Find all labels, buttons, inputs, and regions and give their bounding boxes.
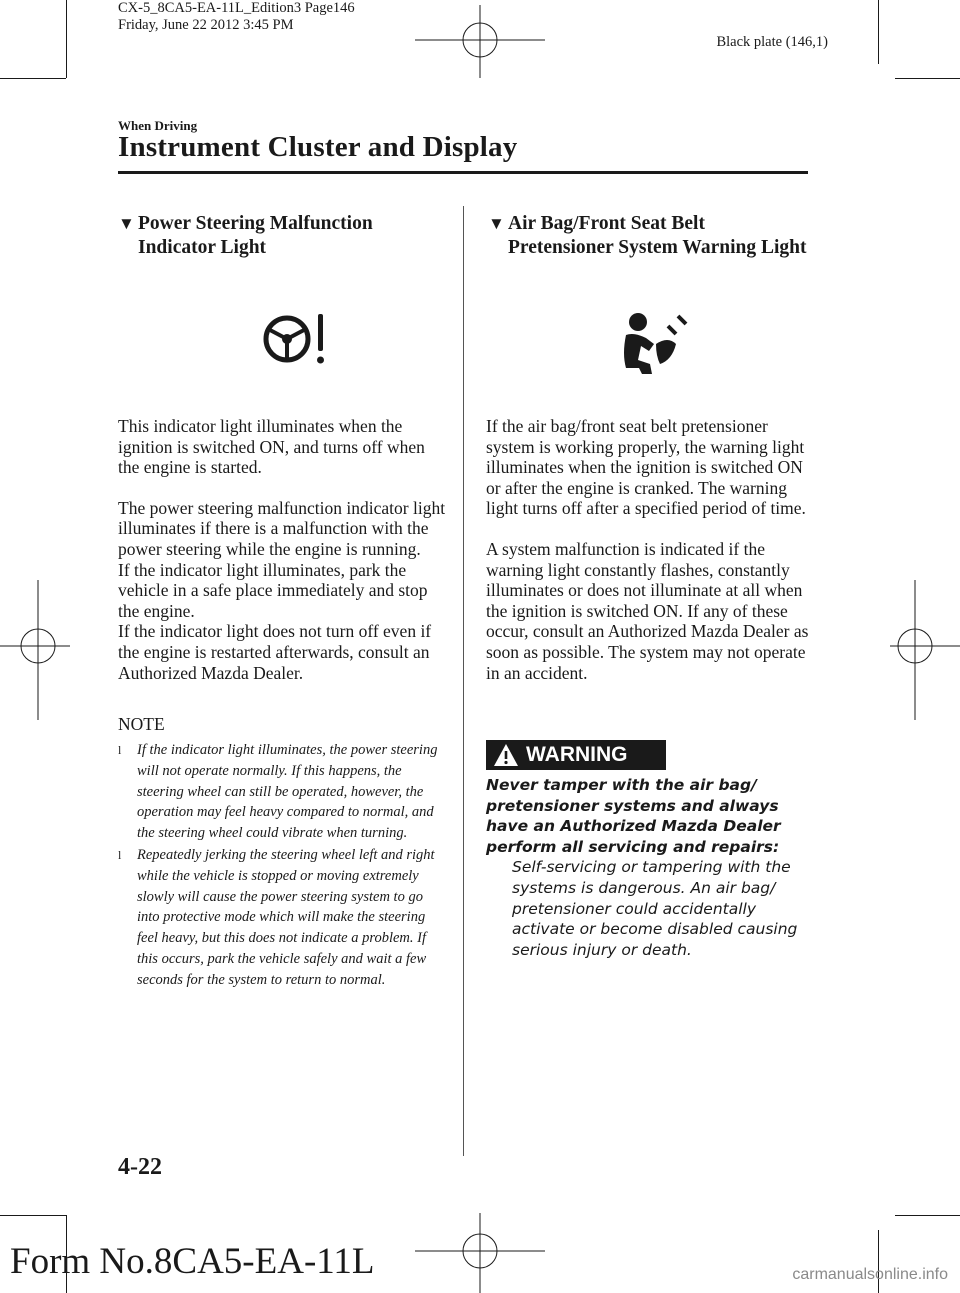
page-title: Instrument Cluster and Display <box>118 131 518 163</box>
right-heading-line2: Pretensioner System Warning Light <box>508 237 807 258</box>
warning-label: WARNING <box>526 743 628 766</box>
left-paragraph-3: If the indicator light illuminates, park the vehicle in a safe place immediately and stop the engine. <box>118 559 428 621</box>
airbag-warning-icon <box>616 308 692 378</box>
warning-detail-text: Self-servicing or tampering with the systems is dangerous. An air bag/ pretensioner could accidentally activate or become disabled causing serious injury or death. <box>512 858 798 959</box>
bullet-icon: l <box>118 847 122 862</box>
section-label: When Driving <box>118 118 198 133</box>
heading-marker-icon: ▼ <box>118 214 135 233</box>
registration-mark-bottom <box>415 1213 545 1293</box>
registration-mark-right <box>890 580 960 720</box>
right-heading <box>488 212 828 260</box>
right-paragraph-2: A system malfunction is indicated if the warning light constantly flashes, constantly illuminates or does not illuminate at all when the ignition is switched ON. If any of these occur, consult an Authorized Mazda Dealer as soon as possible. The system may not operate in an accident. <box>486 538 809 683</box>
print-info <box>118 0 355 34</box>
registration-mark-top <box>415 0 545 80</box>
registration-mark-left <box>0 580 70 720</box>
left-paragraph-4: If the indicator light does not turn off even if the engine is restarted afterwards, consult an Authorized Mazda Dealer. <box>118 621 432 683</box>
steering-wheel-warning-icon <box>262 310 332 368</box>
note-label: NOTE <box>118 714 165 734</box>
page-number: 4-22 <box>118 1154 162 1180</box>
warning-badge <box>486 740 666 770</box>
print-info-line2: Friday, June 22 2012 3:45 PM <box>118 17 294 33</box>
watermark: carmanualsonline.info <box>792 1266 948 1283</box>
heading-marker-icon: ▼ <box>488 214 505 233</box>
note-item: l If the indicator light illuminates, the power steering will not operate normally. If this happens, the steering wheel can still be operated, however, the operation may feel heavy compared to normal, and the steering wheel could vibrate when turning. <box>118 742 438 842</box>
warning-text <box>486 775 816 960</box>
title-rule <box>118 171 808 174</box>
note-item: l Repeatedly jerking the steering wheel left and right while the vehicle is stopped or moving extremely slowly will cause the power steering system to go into protective mode which will make the steering feel heavy, but this does not indicate a problem. If this occurs, park the vehicle safely and wait a few seconds for the system to return to normal. <box>118 846 435 988</box>
right-heading-line1: Air Bag/Front Seat Belt <box>508 213 705 234</box>
form-number: Form No.8CA5-EA-11L <box>10 1241 375 1282</box>
warning-triangle-icon <box>486 743 526 767</box>
left-heading <box>118 212 448 260</box>
note-list <box>118 740 448 992</box>
left-paragraph-1: This indicator light illuminates when the ignition is switched ON, and turns off when the engine is started. <box>118 416 425 478</box>
left-paragraph-2: The power steering malfunction indicator light illuminates if there is a malfunction with the power steering while the engine is running. <box>118 497 446 559</box>
left-heading-line2: Indicator Light <box>138 237 267 258</box>
bullet-icon: l <box>118 743 122 757</box>
left-heading-line1: Power Steering Malfunction <box>138 213 373 234</box>
print-info-line1: CX-5_8CA5-EA-11L_Edition3 Page146 <box>118 0 355 16</box>
right-paragraph-1: If the air bag/front seat belt pretensioner system is working properly, the warning light illuminates when the ignition is switched ON or after the engine is cranked. The warning light turns off after a specified period of time. <box>486 416 806 519</box>
left-body <box>118 416 448 683</box>
plate-label: Black plate (146,1) <box>716 34 828 50</box>
right-body <box>486 416 816 683</box>
warning-bold-text: Never tamper with the air bag/ pretensioner systems and always have an Authorized Mazda Dealer perform all servicing and repairs: <box>486 776 781 856</box>
